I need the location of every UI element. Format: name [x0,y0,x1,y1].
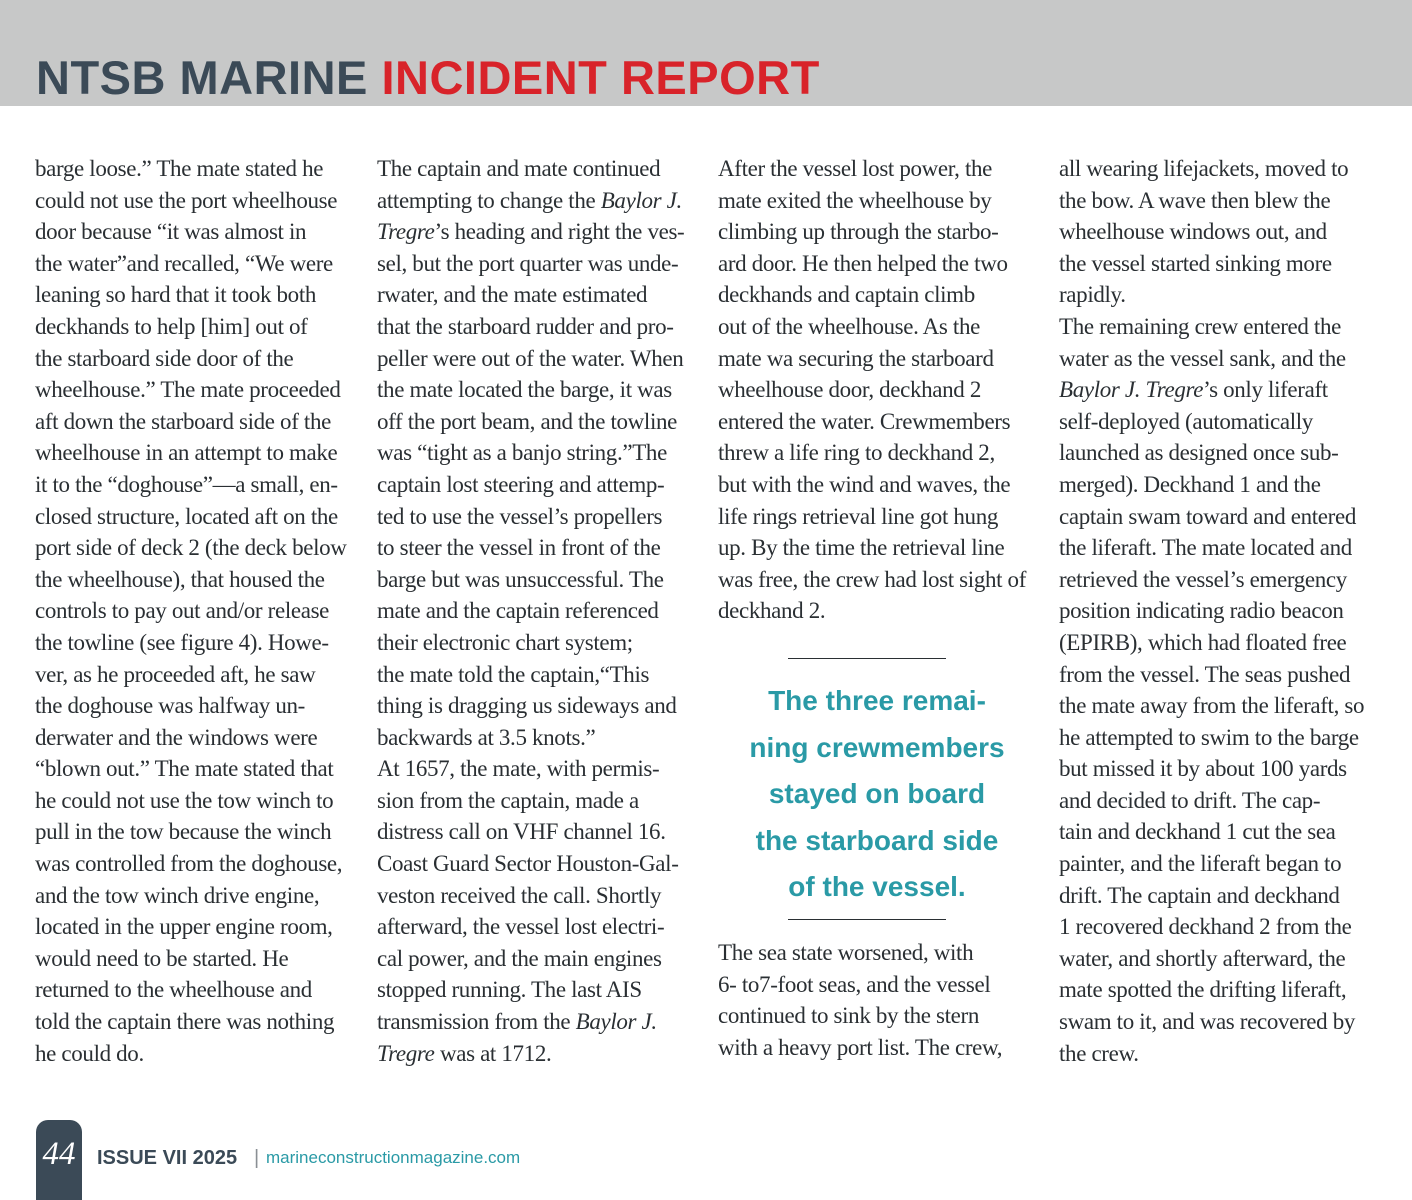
pull-quote-line: ning crewmembers [749,731,1005,763]
text-line: wheelhouse.” The mate proceeded [35,377,341,403]
text-run: was at 1712. [434,1040,552,1066]
article-column-4 [1059,153,1384,1069]
page-number: 44 [42,1136,76,1172]
column-3b-text [718,937,1040,1063]
text-line: but with the wind and waves, the [718,471,1011,497]
column-1-text [35,153,357,1069]
text-line: from the vessel. The seas pushed [1059,661,1351,687]
text-line: swam to it, and was recovered by [1059,1009,1356,1035]
text-line: he could not use the tow winch to [35,787,334,813]
vessel-name: Baylor J. [600,187,682,213]
text-line: told the captain there was nothing [35,1009,335,1035]
text-line: “blown out.” The mate stated that [35,756,334,782]
text-line: backwards at 3.5 knots.” [377,724,596,750]
text-run: ’s only liferaft [1203,377,1328,403]
text-line [377,185,699,217]
page-number-tab [36,1120,82,1200]
vessel-name: Baylor J. [575,1009,657,1035]
text-line: their electronic chart system; [377,629,633,655]
pullquote-top-rule [788,658,946,659]
text-line: and the tow winch drive engine, [35,882,320,908]
text-line: life rings retrieval line got hung [718,503,998,529]
text-line: the mate told the captain,“This [377,661,650,687]
text-line [377,1038,699,1070]
text-line: aft down the starboard side of the [35,408,331,434]
text-line: continued to sink by the stern [718,1003,979,1029]
page-title [36,50,820,106]
text-line: cal power, and the main engines [377,945,662,971]
text-line: position indicating radio beacon [1059,598,1344,624]
vessel-name: Baylor J. Tregre [1059,377,1204,403]
text-line: it to the “doghouse”—a small, en- [35,471,338,497]
text-line: Coast Guard Sector Houston-Gal- [377,851,679,877]
pull-quote [718,678,1036,911]
text-line: wheelhouse door, deckhand 2 [718,377,981,403]
text-line: sion from the captain, made a [377,787,639,813]
text-line: mate exited the wheelhouse by [718,187,992,213]
text-line: off the port beam, and the towline [377,408,678,434]
text-line: peller were out of the water. When [377,345,684,371]
text-line: rapidly. [1059,282,1126,308]
text-line: that the starboard rudder and pro- [377,313,674,339]
text-line: and decided to drift. The cap- [1059,787,1321,813]
text-line: the doghouse was halfway un- [35,693,305,719]
text-line: mate spotted the drifting liferaft, [1059,977,1347,1003]
article-column-3 [718,153,1040,627]
text-line: 6- to7-foot seas, and the vessel [718,971,991,997]
text-line: the bow. A wave then blew the [1059,187,1331,213]
text-line: wheelhouse in an attempt to make [35,440,338,466]
text-line [1059,374,1384,406]
text-line: water, and shortly afterward, the [1059,945,1346,971]
text-line: he attempted to swim to the barge [1059,724,1359,750]
text-run: attempting to change the [377,187,601,213]
text-line: entered the water. Crewmembers [718,408,1011,434]
text-line: sel, but the port quarter was unde- [377,250,679,276]
column-4-text [1059,153,1384,1069]
text-line: The captain and mate continued [377,156,661,181]
footer-separator: | [254,1147,260,1169]
text-line: captain swam toward and entered [1059,503,1356,529]
text-line: the mate located the barge, it was [377,377,672,403]
text-line: painter, and the liferaft began to [1059,851,1342,877]
text-line: the starboard side door of the [35,345,294,371]
text-line [377,1006,699,1038]
text-line: The remaining crew entered the [1059,313,1341,339]
text-line: located in the upper engine room, [35,914,333,940]
text-line: controls to pay out and/or release [35,598,330,624]
text-line: mate wa securing the starboard [718,345,994,371]
text-line: all wearing lifejackets, moved to [1059,156,1349,181]
text-line: up. By the time the retrieval line [718,535,1005,561]
website-link[interactable]: marineconstructionmagazine.com [266,1148,521,1167]
text-line: pull in the tow because the winch [35,819,332,845]
text-line: the liferaft. The mate located and [1059,535,1352,561]
text-line: leaning so hard that it took both [35,282,317,308]
text-line: thing is dragging us sideways and [377,693,677,719]
column-2-text [377,153,699,1069]
text-line: tain and deckhand 1 cut the sea [1059,819,1336,845]
text-line: port side of deck 2 (the deck below [35,535,347,561]
text-line: self-deployed (automatically [1059,408,1313,434]
article-column-3-continued [718,937,1040,1063]
text-line: to steer the vessel in front of the [377,535,661,561]
text-line: deckhands and captain climb [718,282,975,308]
text-line: mate and the captain referenced [377,598,659,624]
text-line: with a heavy port list. The crew, [718,1034,1003,1060]
vessel-name: Tregre [377,219,435,245]
text-line: launched as designed once sub- [1059,440,1339,466]
text-line: closed structure, located aft on the [35,503,338,529]
text-line: the vessel started sinking more [1059,250,1332,276]
text-line: deckhands to help [him] out of [35,313,308,339]
text-line: veston received the call. Shortly [377,882,662,908]
text-line: but missed it by about 100 yards [1059,756,1347,782]
text-line: wheelhouse windows out, and [1059,219,1327,245]
text-line: barge but was unsuccessful. The [377,566,664,592]
text-line: could not use the port wheelhouse [35,187,338,213]
text-line: threw a life ring to deckhand 2, [718,440,995,466]
text-line: ver, as he proceeded aft, he saw [35,661,316,687]
text-line: climbing up through the starbo- [718,219,999,245]
pull-quote-line: of the vessel. [788,871,966,902]
text-line: retrieved the vessel’s emergency [1059,566,1347,592]
text-line: the towline (see figure 4). Howe- [35,629,329,655]
text-run: ’s heading and right the ves- [434,219,685,245]
column-3-text [718,153,1040,627]
text-line: merged). Deckhand 1 and the [1059,471,1321,497]
pullquote-bottom-rule [788,919,946,920]
text-line: the mate away from the liferaft, so [1059,693,1365,719]
text-line: The sea state worsened, with [718,940,974,965]
text-line: was “tight as a banjo string.”The [377,440,667,466]
text-line: distress call on VHF channel 16. [377,819,666,845]
text-line: captain lost steering and attemp- [377,471,665,497]
issue-label: ISSUE VII 2025 [97,1147,238,1169]
text-line: deckhand 2. [718,598,826,624]
text-line: stopped running. The last AIS [377,977,642,1003]
text-line: was controlled from the doghouse, [35,851,343,877]
text-line: derwater and the windows were [35,724,318,750]
text-line: he could do. [35,1040,144,1066]
text-line: 1 recovered deckhand 2 from the [1059,914,1352,940]
text-line: drift. The captain and deckhand [1059,882,1340,908]
text-line [377,216,699,248]
title-ntsb-marine: NTSB MARINE [36,51,368,104]
article-column-2 [377,153,699,1069]
text-line: barge loose.” The mate stated he [35,156,324,181]
text-line: ard door. He then helped the two [718,250,1008,276]
text-line: After the vessel lost power, the [718,156,993,181]
vessel-name: Tregre [377,1040,435,1066]
pull-quote-line: the starboard side [755,824,999,856]
text-line: the wheelhouse), that housed the [35,566,325,592]
text-line: was free, the crew had lost sight of [718,566,1027,592]
text-line: rwater, and the mate estimated [377,282,648,308]
pull-quote-line: The three remai- [768,685,986,716]
text-line: water as the vessel sank, and the [1059,345,1346,371]
pull-quote-line: stayed on board [768,778,986,809]
text-line: door because “it was almost in [35,219,307,245]
article-column-1 [35,153,357,1069]
text-line: (EPIRB), which had floated free [1059,629,1347,655]
title-incident-report: INCIDENT REPORT [381,51,820,104]
text-line: out of the wheelhouse. As the [718,313,980,339]
text-line: the water”and recalled, “We were [35,250,333,276]
text-line: ted to use the vessel’s propellers [377,503,663,529]
text-line: At 1657, the mate, with permis- [377,756,660,782]
text-line: returned to the wheelhouse and [35,977,312,1003]
text-line: the crew. [1059,1040,1139,1066]
text-line: would need to be started. He [35,945,289,971]
text-line: afterward, the vessel lost electri- [377,914,665,940]
text-run: transmission from the [377,1009,576,1035]
